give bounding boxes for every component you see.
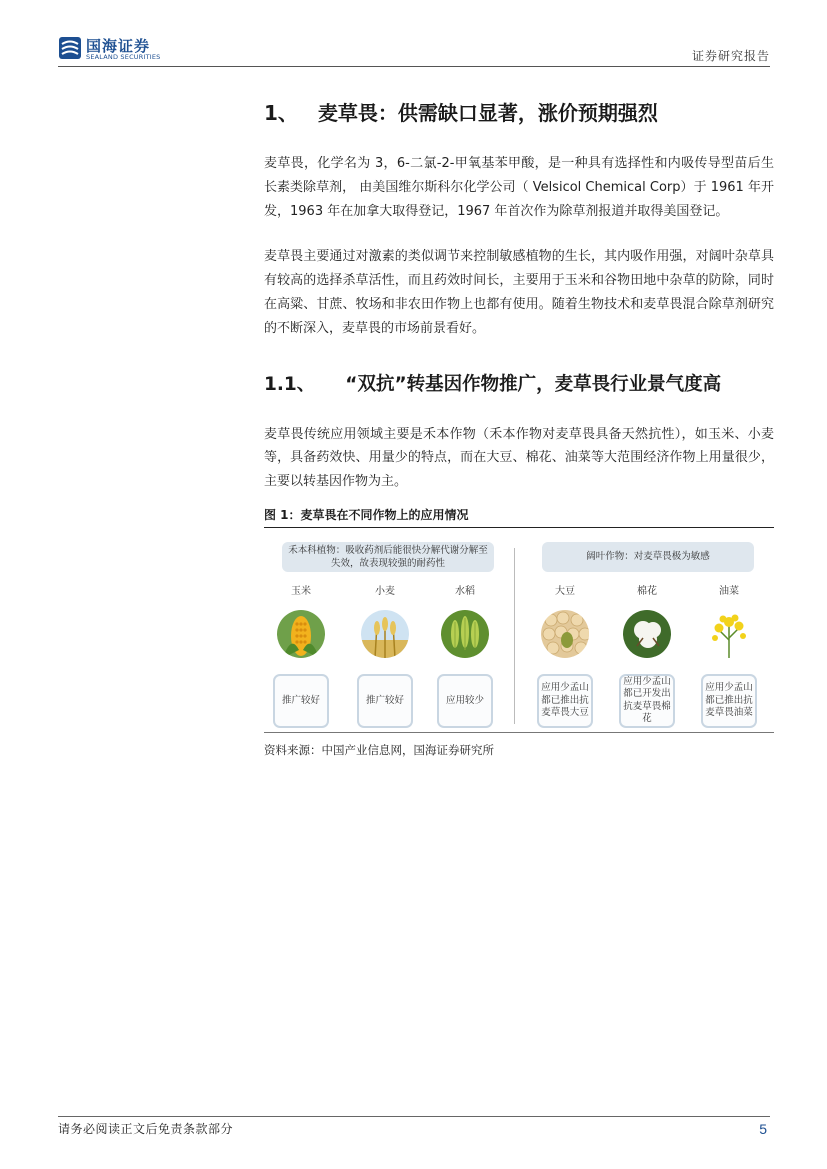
- crop-column-rapeseed: [694, 584, 764, 728]
- soybean-icon: [541, 610, 589, 658]
- crop-note: 应用少孟山都已开发出抗麦草畏棉花: [619, 674, 675, 728]
- section-1-1-number: 1.1、: [264, 373, 316, 395]
- footer-disclaimer: 请务必阅读正文后免责条款部分: [58, 1122, 234, 1136]
- section-1-1-heading: [264, 369, 774, 401]
- crop-name: 水稻: [455, 585, 475, 597]
- broadleaf-crops-label: 阔叶作物：对麦草畏极为敏感: [542, 542, 754, 572]
- company-logo: [58, 34, 178, 64]
- crop-note: 应用少孟山都已推出抗麦草畏油菜: [701, 674, 757, 728]
- crop-name: 棉花: [637, 585, 657, 597]
- crop-column-corn: [266, 584, 336, 728]
- crop-note: 应用少孟山都已推出抗麦草畏大豆: [537, 674, 593, 728]
- crop-name: 大豆: [555, 585, 575, 597]
- page-header: [58, 34, 770, 66]
- grass-crops-label: 禾本科植物：吸收药剂后能很快分解代谢分解至失效，故表现较强的耐药性: [282, 542, 494, 572]
- report-type-label: 证券研究报告: [691, 49, 770, 63]
- section-1-title: 麦草畏：供需缺口显著，涨价预期强烈: [317, 101, 658, 125]
- crop-column-cotton: [612, 584, 682, 728]
- group-divider: [514, 548, 515, 724]
- crop-column-wheat: [350, 584, 420, 728]
- sealand-logo-icon: [58, 36, 82, 60]
- crop-column-soybean: [530, 584, 600, 728]
- section-1-1-title: “双抗”转基因作物推广，麦草畏行业景气度高: [345, 373, 722, 395]
- wheat-icon: [361, 610, 409, 658]
- section-1-number: 1、: [264, 101, 298, 125]
- page-number: 5: [759, 1121, 767, 1137]
- crop-name: 油菜: [719, 585, 739, 597]
- crop-column-rice: [430, 584, 500, 728]
- rice-icon: [441, 610, 489, 658]
- header-divider: [58, 66, 770, 67]
- logo-text-en: SEALAND SECURITIES: [86, 53, 161, 61]
- crop-name: 小麦: [375, 585, 395, 597]
- main-content: [264, 96, 774, 759]
- rapeseed-icon: [705, 610, 753, 658]
- section-1-1-paragraph-1: 麦草畏传统应用领域主要是禾本作物（禾本作物对麦草畏具备天然抗性），如玉米、小麦等，具备药效快、用量少的特点，而在大豆、棉花、油菜等大范围经济作物上用量很少，主要以转基因作物为主。: [264, 426, 774, 490]
- logo-text-cn: 国海证券: [86, 37, 151, 55]
- figure-title: 图 1：麦草畏在不同作物上的应用情况: [264, 506, 774, 528]
- crop-note: 推广较好: [273, 674, 329, 728]
- corn-icon: [277, 610, 325, 658]
- footer-divider: [58, 1116, 770, 1117]
- figure-source: 资料来源：中国产业信息网，国海证券研究所: [264, 732, 774, 759]
- cotton-icon: [623, 610, 671, 658]
- section-1-heading: [264, 96, 774, 130]
- crop-application-figure: [264, 528, 774, 732]
- crop-note: 应用较少: [437, 674, 493, 728]
- crop-note: 推广较好: [357, 674, 413, 728]
- section-1-paragraph-1: 麦草畏，化学名为 3，6-二氯-2-甲氧基苯甲酸，是一种具有选择性和内吸传导型苗后生长素类除草剂， 由美国维尔斯科尔化学公司（ Velsicol Chemical Corp）于 1961 年开发，1963 年在加拿大取得登记，1967 年首次作为除草剂报道并取得美国登记。: [264, 156, 774, 219]
- crop-name: 玉米: [291, 585, 311, 597]
- section-1-paragraph-2: 麦草畏主要通过对激素的类似调节来控制敏感植物的生长，其内吸作用强，对阔叶杂草具有较高的选择杀草活性，而且药效时间长，主要用于玉米和谷物田地中杂草的防除，同时在高粱、甘蔗、牧场和非农田作物上也都有使用。随着生物技术和麦草畏混合除草剂研究的不断深入，麦草畏的市场前景看好。: [264, 249, 774, 336]
